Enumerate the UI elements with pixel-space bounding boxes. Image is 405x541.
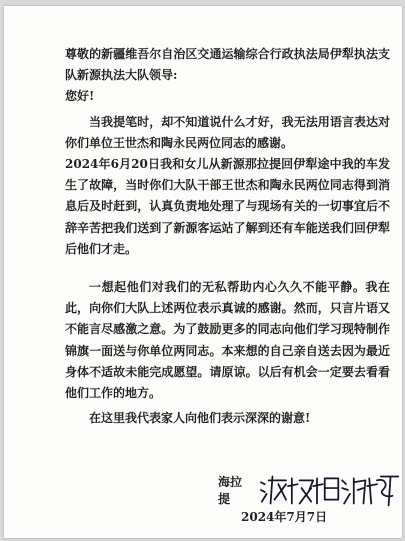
letter-closing: 在这里我代表家人向他们表示深深的谢意! [89,411,311,426]
letter-greeting: 您好! [65,89,95,104]
letter-body [65,44,390,429]
letter-paragraph-2: 2024年6月20日我和女儿从新源那拉提回伊犁途中我的车发生了故障，当时你们大队干部王世杰和陶永民两位同志得到消息后及时赶到，认真负责地处理了与现场有关的一切事宜后不辞辛苦把我们送到了新源客运站了解到还有车能送我们回伊犁后他们才走。 [65,157,390,256]
letter-sheet [4,6,402,538]
signature-name: 海拉提 [218,475,243,506]
signature-date: 2024年7月7日 [241,510,328,524]
signature-block [218,470,402,510]
spacer [65,260,390,277]
handwritten-signature [257,470,402,510]
letter-paragraph-3: 一想起他们对我们的无私帮助内心久久不能平静。我在此，向你们大队上述两位表示真诚的感谢。然而，只言片语又不能言尽感激之意。为了鼓励更多的同志向他们学习现特制作锦旗一面送与你单位两同志。本来想的自己亲自送去因为最近身体不适故未能完成愿望。请原谅。以后有机会一定要去看看他们工作的地方。 [65,280,390,401]
letter-addressee: 尊敬的新疆维吾尔自治区交通运输综合行政执法局伊犁执法支队新源执法大队领导: [65,47,390,83]
letter-paragraph-1: 当我提笔时，却不知道说什么才好，我无法用语言表达对你们单位王世杰和陶永民两位同志的感谢。 [65,114,390,150]
